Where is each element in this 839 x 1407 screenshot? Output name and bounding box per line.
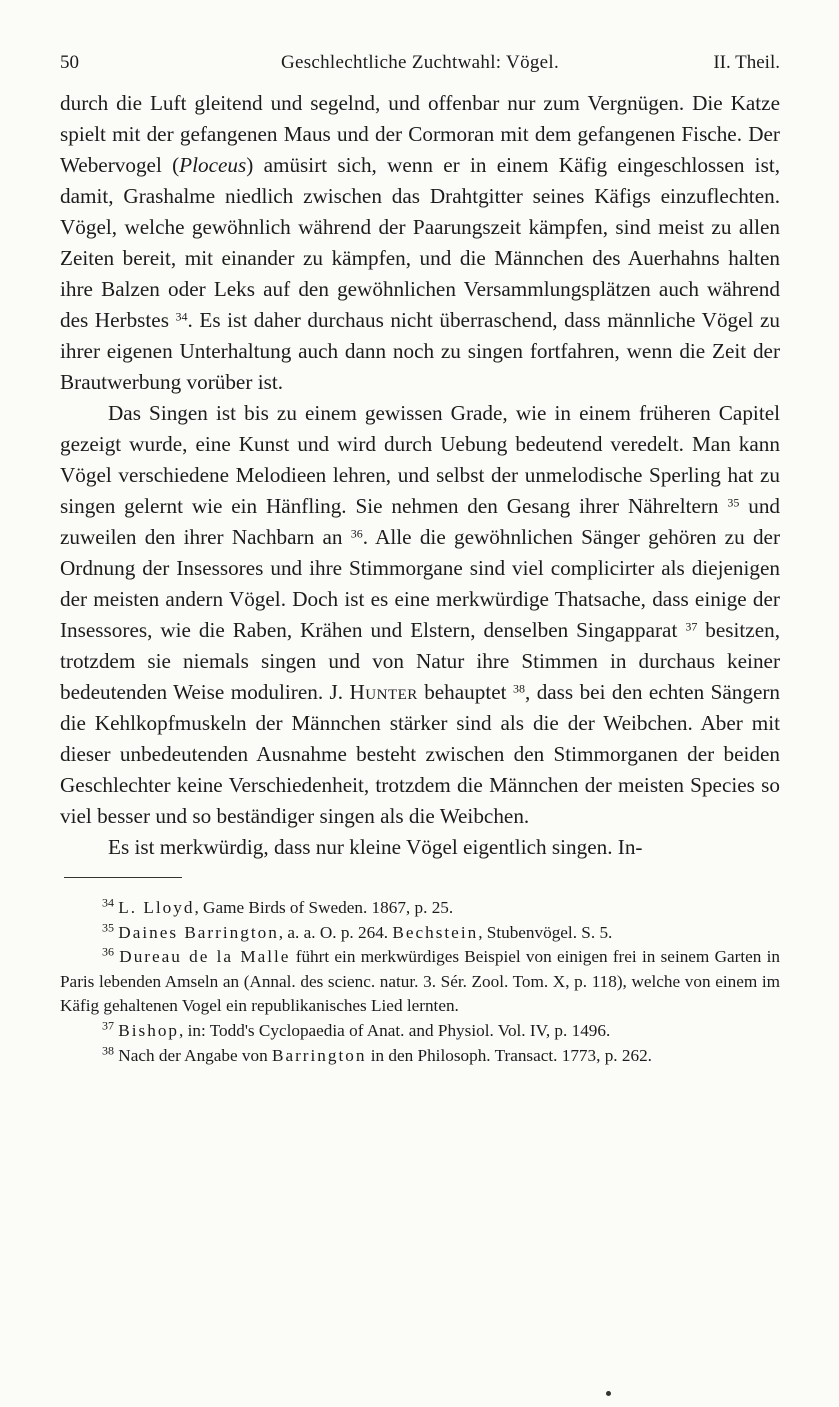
text-run: ) amüsirt sich, wenn er in einem Käfig eingeschlossen ist, damit, Grashalme niedlich zwischen das Drahtgitter seines Käfigs einzuflechten. Vögel, welche gewöhnlich während der Paarungszeit kämpfen, sind meist zu allen Zeiten bereit, mit einander zu kämpfen, und die Männchen des Auerhahns halten ihre Balzen oder Leks auf den gewöhnlichen Versammlungsplätzen auch während des Herbstes xyxy=(60,153,780,332)
cited-author: Barrington xyxy=(271,1045,367,1065)
footnote-34 xyxy=(60,896,780,921)
footnote-38 xyxy=(60,1044,780,1069)
footnote-rule xyxy=(64,877,182,878)
citation-text: Nach der Angabe von xyxy=(118,1045,272,1065)
cited-author: Bishop xyxy=(118,1020,180,1040)
print-speck xyxy=(606,1391,611,1396)
footnote-number: 34 xyxy=(102,895,114,910)
text-run: . Alle die gewöhnlichen Sänger gehören zu der Ordnung der Insessores und ihre Stimmorgane sind viel complicirter als diejenigen der meisten andern Vögel. Doch ist es eine merkwürdige Thatsache, dass einige der Insessores, wie die Raben, Krähen und Elstern, denselben Singapparat xyxy=(60,525,780,642)
footnotes xyxy=(60,896,780,1068)
text-run: behauptet xyxy=(417,680,507,704)
text-run: durch die Luft gleitend und segelnd, und offenbar nur zum Vergnügen. Die Katze spielt mit der gefangenen Maus und der Cormoran mit dem gefangenen Fische. Der Webervogel ( xyxy=(60,91,780,177)
author-name: Hunter xyxy=(349,680,418,704)
footnote-ref: 37 xyxy=(685,619,698,634)
paragraph: Es ist merkwürdig, dass nur kleine Vögel eigentlich singen. In- xyxy=(108,835,643,859)
text-run: besitzen, trotzdem sie niemals singen und von Natur ihre Stimmen in durchaus keiner bedeutenden Weise moduliren. J. xyxy=(60,618,781,704)
citation-text: , Game Birds of Sweden. 1867, p. 25. xyxy=(194,898,454,917)
part-label: II. Theil. xyxy=(713,52,780,73)
footnote-35 xyxy=(60,921,780,946)
book-page xyxy=(60,52,780,1068)
running-header xyxy=(60,52,780,88)
footnote-37 xyxy=(60,1019,780,1044)
footnote-number: 37 xyxy=(102,1018,114,1033)
text-run: , dass bei den echten Sängern die Kehlkopfmuskeln der Männchen stärker sind als die der Weibchen. Aber mit dieser unbedeutenden Ausnahme besteht zwischen den Stimmorganen der beiden Geschlechter keine Verschiedenheit, trotzdem die Männchen der meisten Species so viel besser und so beständiger singen als die Weibchen. xyxy=(60,680,780,828)
footnote-number: 36 xyxy=(102,944,114,959)
citation-text: führt ein merkwürdiges Beispiel von einigen frei in seinem Garten in Paris lebenden Amseln an (Annal. des scienc. natur. 3. Sér. Zool. Tom. X, p. 118), welche von einem im Käfig gehaltenen Vogel ein republikanisches Lied lernten. xyxy=(60,947,780,1016)
text-run: Das Singen ist bis zu einem gewissen Grade, wie in einem früheren Capitel gezeigt wurde, eine Kunst und wird durch Uebung bedeutend veredelt. Man kann Vögel verschiedene Melodieen lehren, und selbst der unmelodische Sperling hat zu singen gelernt wie ein Hänfling. Sie nehmen den Gesang ihrer Nähreltern xyxy=(60,401,780,518)
footnote-ref: 34 xyxy=(175,309,188,324)
cited-author: Dureau de la Malle xyxy=(119,947,291,967)
cited-author: L. Lloyd xyxy=(118,898,195,917)
text-run: und zuweilen den ihrer Nachbarn an xyxy=(60,494,780,549)
footnote-ref: 36 xyxy=(350,526,363,541)
main-text xyxy=(60,88,780,863)
page-number: 50 xyxy=(60,52,79,73)
citation-text: in den Philosoph. Transact. 1773, p. 262. xyxy=(366,1045,652,1065)
cited-author: Bechstein xyxy=(392,922,479,942)
citation-text: , a. a. O. p. 264. xyxy=(278,922,393,942)
citation-text: , Stubenvögel. S. 5. xyxy=(478,922,613,942)
paragraph xyxy=(60,88,780,398)
text-run: . Es ist daher durchaus nicht überraschend, dass männliche Vögel zu ihrer eigenen Unterhaltung auch dann noch zu singen fortfahren, wenn die Zeit der Brautwerbung vorüber ist. xyxy=(60,308,780,394)
citation-text: , in: Todd's Cyclopaedia of Anat. and Physiol. Vol. IV, p. 1496. xyxy=(179,1020,611,1040)
footnote-ref: 38 xyxy=(512,681,525,696)
footnote-number: 38 xyxy=(102,1042,114,1057)
paragraph xyxy=(60,398,780,832)
footnote-number: 35 xyxy=(102,920,114,934)
cited-author: Daines Barrington xyxy=(118,922,279,942)
footnote-ref: 35 xyxy=(727,495,740,510)
genus-name: Ploceus xyxy=(179,153,247,177)
running-title: Geschlechtliche Zuchtwahl: Vögel. xyxy=(280,52,560,73)
footnote-36 xyxy=(60,945,780,1019)
